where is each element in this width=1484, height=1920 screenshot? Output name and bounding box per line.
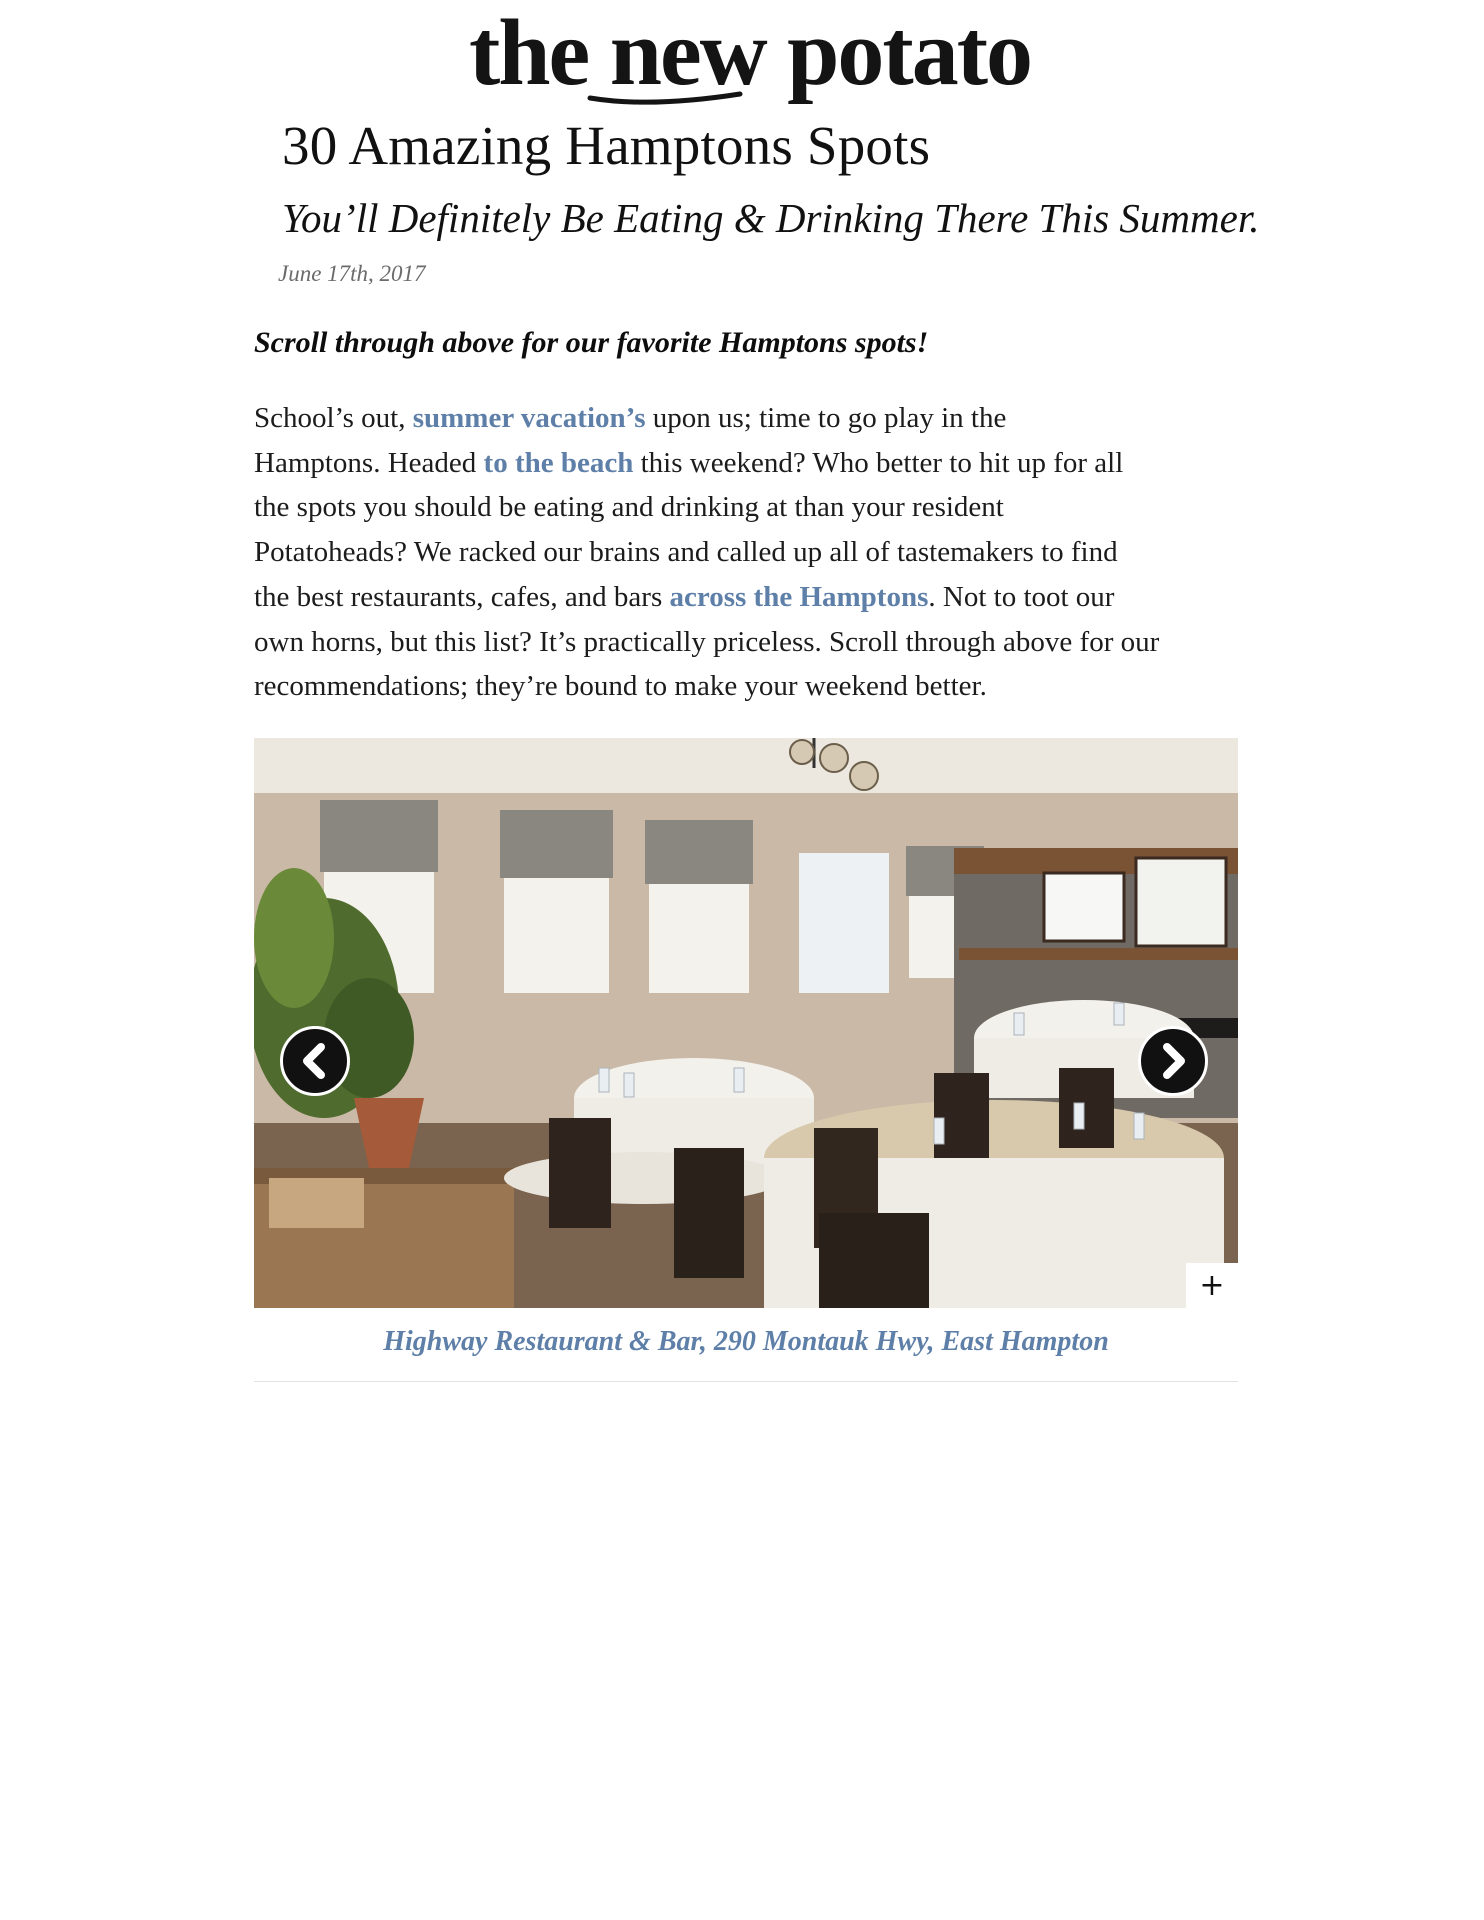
body-line: own horns, but this list? It’s practically priceless. Scroll through above for our: [254, 625, 1160, 658]
link-to-the-beach[interactable]: to the beach: [483, 446, 634, 479]
body-text-segment: . Not to toot our: [928, 580, 1115, 613]
body-text-segment: this weekend? Who better to hit up for all: [633, 446, 1124, 479]
link-across-the-hamptons[interactable]: across the Hamptons: [669, 580, 929, 613]
body-text-segment: upon us; time to go play in the: [645, 402, 1007, 434]
body-line: Potatoheads? We racked our brains and called up all of tastemakers to find: [254, 536, 1118, 569]
gallery-prev-button[interactable]: [280, 1026, 350, 1096]
body-line: the spots you should be eating and drinking at than your resident: [254, 491, 1004, 524]
chevron-right-icon: [1141, 1029, 1205, 1093]
link-summer-vacation[interactable]: summer vacation’s: [412, 402, 646, 434]
gallery-expand-button[interactable]: +: [1186, 1263, 1238, 1308]
article-title: 30 Amazing Hamptons Spots: [282, 115, 931, 176]
article-lead: Scroll through above for our favorite Hamptons spots!: [254, 326, 929, 359]
site-logo[interactable]: [420, 8, 1080, 108]
image-gallery[interactable]: [254, 738, 1238, 1308]
gallery-caption: Highway Restaurant & Bar, 290 Montauk Hwy, East Hampton: [383, 1326, 1109, 1357]
gallery-photo: [254, 738, 1238, 1308]
body-text-segment: Hamptons. Headed: [254, 446, 484, 479]
article-body: [254, 396, 1254, 709]
article-date: June 17th, 2017: [278, 261, 426, 286]
body-text-segment: School’s out,: [254, 402, 413, 434]
logo-text: the new potato: [468, 8, 1032, 105]
divider: [254, 1381, 1238, 1382]
gallery-next-button[interactable]: [1138, 1026, 1208, 1096]
body-line: [254, 396, 1254, 441]
body-line: recommendations; they’re bound to make your weekend better.: [254, 670, 987, 703]
chevron-left-icon: [283, 1029, 347, 1093]
logo-wordmark: [420, 8, 1080, 108]
body-text-segment: the best restaurants, cafes, and bars: [254, 580, 670, 613]
body-line: [254, 441, 1254, 486]
body-line: [254, 575, 1254, 620]
article-subtitle: You’ll Definitely Be Eating & Drinking There This Summer.: [282, 195, 1260, 241]
